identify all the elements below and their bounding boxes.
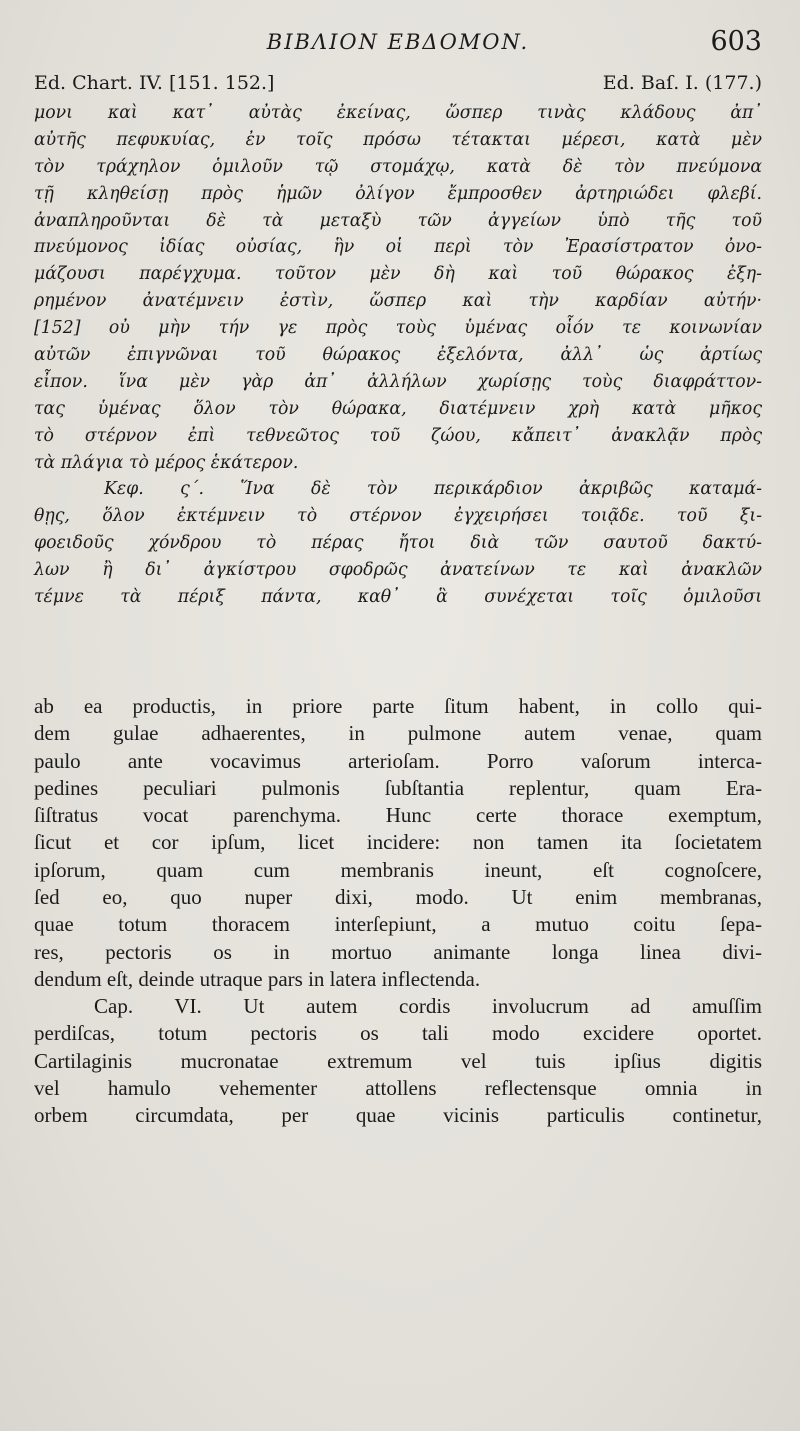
page-number: 603 xyxy=(710,26,762,57)
latin-line: orbem circumdata, per quae vicinis particulis continetur, xyxy=(34,1103,762,1128)
greek-line: ἀναπληροῦνται δὲ τὰ μεταξὺ τῶν ἀγγείων ὑπὸ τῆς τοῦ xyxy=(34,210,762,231)
greek-text-block xyxy=(34,100,762,611)
latin-line: ſicut et cor ipſum, licet incidere: non tamen ita ſocietatem xyxy=(34,830,762,855)
latin-line: perdiſcas, totum pectoris os tali modo excidere oportet. xyxy=(34,1021,762,1046)
greek-line: τας ὑμένας ὅλον τὸν θώρακα, διατέμνειν χρὴ κατὰ μῆκος xyxy=(34,398,762,419)
latin-line: vel hamulo vehementer attollens reflectensque omnia in xyxy=(34,1076,762,1101)
greek-line: φοειδοῦς χόνδρου τὸ πέρας ἤτοι διὰ τῶν σαυτοῦ δακτύ- xyxy=(34,533,762,554)
latin-line: ſiſtratus vocat parenchyma. Hunc certe thorace exemptum, xyxy=(34,803,762,828)
greek-line: αὐτῆς πεφυκυίας, ἐν τοῖς πρόσω τέτακται μέρεσι, κατὰ μὲν xyxy=(34,129,762,150)
latin-line: dem gulae adhaerentes, in pulmone autem venae, quam xyxy=(34,721,762,746)
greek-line: τῇ κληθείσῃ πρὸς ἡμῶν ὀλίγον ἔμπροσθεν ἀρτηριώδει φλεβί. xyxy=(34,183,762,204)
latin-line: res, pectoris os in mortuo animante longa linea divi- xyxy=(34,939,762,964)
column-gap xyxy=(34,611,762,693)
latin-line: dendum eſt, deinde utraque pars in latera inflectenda. xyxy=(34,966,481,991)
greek-line: ρημένον ἀνατέμνειν ἐστὶν, ὥσπερ καὶ τὴν καρδίαν αὐτήν· xyxy=(34,291,762,312)
latin-line: Cartilaginis mucronatae extremum vel tuis ipſius digitis xyxy=(34,1048,762,1073)
greek-line: μάζουσι παρέγχυμα. τοῦτον μὲν δὴ καὶ τοῦ θώρακος ἐξη- xyxy=(34,264,762,285)
greek-line: αὐτῶν ἐπιγνῶναι τοῦ θώρακος ἐξελόντα, ἀλλ᾽ ὡς ἀρτίως xyxy=(34,345,762,366)
greek-line: τὸ στέρνον ἐπὶ τεθνεῶτος τοῦ ζώου, κἄπειτ᾽ ἀνακλᾷν πρὸς xyxy=(34,425,762,446)
edition-basel-reference: Ed. Baſ. I. (177.) xyxy=(602,72,762,94)
greek-line: [152] οὐ μὴν τήν γε πρὸς τοὺς ὑμένας οἷόν τε κοινωνίαν xyxy=(34,318,762,339)
latin-line: ſed eo, quo nuper dixi, modo. Ut enim membranas, xyxy=(34,885,762,909)
latin-line: quae totum thoracem interſepiunt, a mutuo coitu ſepa- xyxy=(34,912,762,937)
latin-line: pedines peculiari pulmonis ſubſtantia replentur, quam Era- xyxy=(34,775,762,800)
edition-references xyxy=(34,72,762,100)
latin-chapter-heading-line: Cap. VI. Ut autem cordis involucrum ad amuſſim xyxy=(94,994,762,1019)
greek-line: τέμνε τὰ πέριξ πάντα, καθ᾽ ἃ συνέχεται τοῖς ὁμιλοῦσι xyxy=(34,587,762,608)
greek-line: τὸν τράχηλον ὁμιλοῦν τῷ στομάχῳ, κατὰ δὲ τὸν πνεύμονα xyxy=(34,156,762,177)
greek-line: πνεύμονος ἰδίας οὐσίας, ἣν οἱ περὶ τὸν Ἐρασίστρατον ὀνο- xyxy=(34,237,762,258)
running-title: BIBΛION EBΔOMON. xyxy=(266,30,530,54)
greek-line: θῃς, ὅλον ἐκτέμνειν τὸ στέρνον ἐγχειρήσει τοιᾷδε. τοῦ ξι- xyxy=(34,506,762,527)
greek-line: εἶπον. ἵνα μὲν γὰρ ἀπ᾽ ἀλλήλων χωρίσῃς τοὺς διαφράττον- xyxy=(34,371,762,392)
latin-text-block xyxy=(34,693,762,1130)
latin-line: ab ea productis, in priore parte ſitum habent, in collo qui- xyxy=(34,693,762,718)
greek-line: τὰ πλάγια τὸ μέρος ἑκάτερον. xyxy=(34,452,299,473)
running-head xyxy=(34,24,762,64)
latin-line: paulo ante vocavimus arterioſam. Porro vaſorum interca- xyxy=(34,748,762,773)
greek-line: λων ἢ δι᾽ ἀγκίστρου σφοδρῶς ἀνατείνων τε καὶ ἀνακλῶν xyxy=(34,560,762,581)
latin-line: ipſorum, quam cum membranis ineunt, eſt cognoſcere, xyxy=(34,857,762,882)
greek-line: μονι καὶ κατ᾽ αὐτὰς ἐκείνας, ὥσπερ τινὰς κλάδους ἀπ᾽ xyxy=(34,103,762,123)
edition-chart-reference: Ed. Chart. IV. [151. 152.] xyxy=(34,72,275,94)
greek-chapter-heading-line: Κεφ. ς΄. Ἵνα δὲ τὸν περικάρδιον ἀκριβῶς καταμά- xyxy=(104,479,762,500)
